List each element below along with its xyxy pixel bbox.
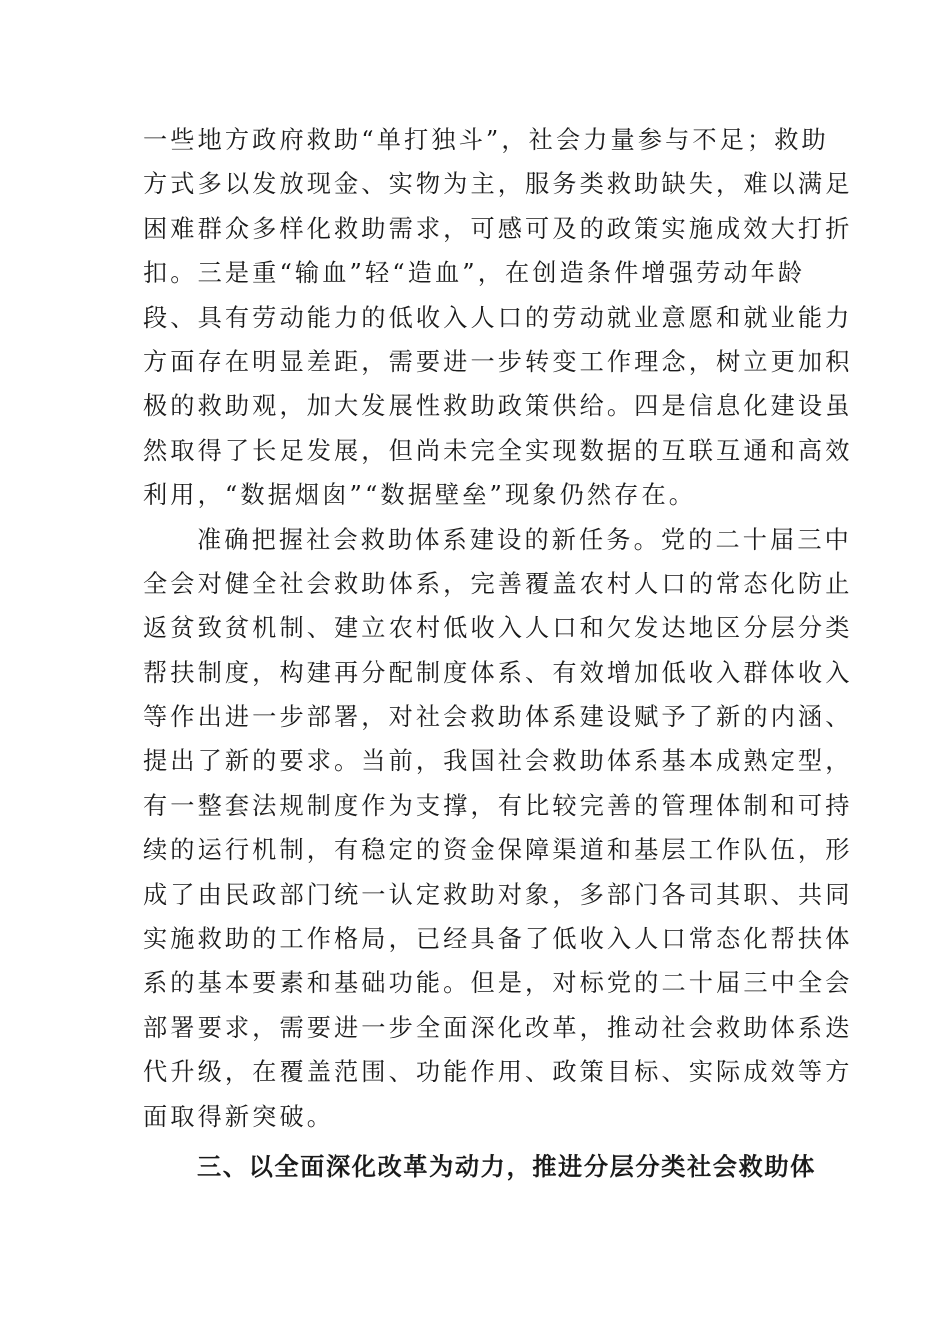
document-body (143, 118, 853, 1189)
paragraph-2-line: 有一整套法规制度作为支撑，有比较完善的管理体制和可持 (143, 791, 853, 820)
paragraph-2-line: 返贫致贫机制、建立农村低收入人口和欠发达地区分层分类 (143, 614, 853, 643)
paragraph-2-line: 提出了新的要求。当前，我国社会救助体系基本成熟定型， (143, 747, 853, 776)
paragraph-2-line: 帮扶制度，构建再分配制度体系、有效增加低收入群体收入 (143, 658, 853, 687)
paragraph-1-line: 一些地方政府救助“单打独斗”，社会力量参与不足；救助 (143, 126, 829, 154)
paragraph-1-line: 极的救助观，加大发展性救助政策供给。四是信息化建设虽 (143, 392, 853, 421)
paragraph-2-line: 续的运行机制，有稳定的资金保障渠道和基层工作队伍，形 (143, 836, 853, 865)
paragraph-2-line: 部署要求，需要进一步全面深化改革，推动社会救助体系迭 (143, 1013, 853, 1042)
paragraph-2-first-line: 准确把握社会救助体系建设的新任务。党的二十届三中 (197, 525, 852, 554)
paragraph-1-line: 困难群众多样化救助需求，可感可及的政策实施成效大打折 (143, 214, 853, 243)
paragraph-2-line: 全会对健全社会救助体系，完善覆盖农村人口的常态化防止 (143, 569, 853, 598)
paragraph-1-line: 然取得了长足发展，但尚未完全实现数据的互联互通和高效 (143, 436, 853, 465)
paragraph-1-line: 方式多以发放现金、实物为主，服务类救助缺失，难以满足 (143, 170, 853, 199)
paragraph-1-line: 利用，“数据烟囱”“数据壁垒”现象仍然存在。 (143, 481, 697, 510)
paragraph-2-line: 实施救助的工作格局，已经具备了低收入人口常态化帮扶体 (143, 925, 853, 954)
paragraph-1-line: 段、具有劳动能力的低收入人口的劳动就业意愿和就业能力 (143, 303, 853, 332)
paragraph-2-line: 成了由民政部门统一认定救助对象，多部门各司其职、共同 (143, 880, 853, 909)
paragraph-2-line: 系的基本要素和基础功能。但是，对标党的二十届三中全会 (143, 969, 853, 998)
section-heading: 三、以全面深化改革为动力，推进分层分类社会救助体 (197, 1152, 816, 1181)
paragraph-2-line: 面取得新突破。 (143, 1102, 335, 1131)
paragraph-2-line: 代升级，在覆盖范围、功能作用、政策目标、实际成效等方 (143, 1058, 853, 1087)
paragraph-2-line: 等作出进一步部署，对社会救助体系建设赋予了新的内涵、 (143, 703, 853, 732)
paragraph-1-line: 方面存在明显差距，需要进一步转变工作理念，树立更加积 (143, 347, 853, 376)
paragraph-1-line: 扣。三是重“输血”轻“造血”，在创造条件增强劳动年龄 (143, 259, 806, 288)
